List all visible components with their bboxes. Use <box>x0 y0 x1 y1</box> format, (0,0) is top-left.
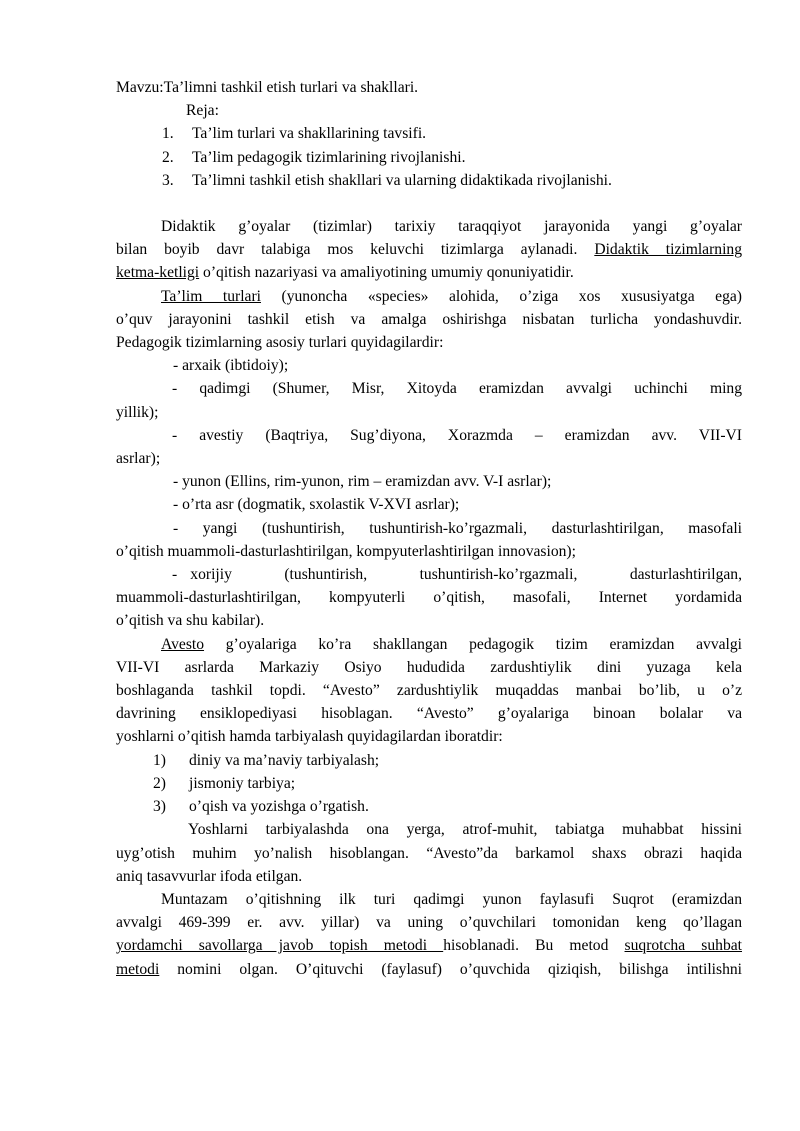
list-item: - yangi (tushuntirish, tushuntirish-ko’rgazmali, dasturlashtirilgan, masofali <box>173 519 742 537</box>
plan-item: 2. Ta’lim pedagogik tizimlarining rivojlanishi. <box>162 148 466 166</box>
list-item: - avestiy (Baqtriya, Sug’diyona, Xorazmda – eramizdan avv. VII-VI <box>172 426 742 444</box>
document-title: Mavzu:Ta’limni tashkil etish turlari va shakllari. <box>116 79 419 96</box>
list-item: - xorijiy (tushuntirish, tushuntirish-ko’rgazmali, dasturlashtirilgan, <box>172 566 742 584</box>
paragraph-upbringing: Yoshlarni tarbiyalashda ona yerga, atrof-muhit, tabiatga muhabbat hissini uyg’otish muhim yo’nalish hisoblangan. “Avesto”da barkamol shaxs obrazi haqida aniq tasavvurlar ifoda etilgan. <box>116 821 742 885</box>
list-item: 1) diniy va ma’naviy tarbiyalash; <box>153 751 380 769</box>
paragraph-didactic: Didaktik g’oyalar (tizimlar) tarixiy taraqqiyot jarayonida yangi g’oyalar bilan boyib davr talabiga mos keluvchi tizimlarga aylanadi. Didaktik tizimlarning ketma-ketligi o’qitish nazariyasi va amaliyotining umumiy qonuniyatidir. <box>116 218 743 282</box>
paragraph-types: Ta’lim turlari (yunoncha «species» alohida, o’ziga xos xususiyatga ega) o’quv jarayonini tashkil etish va amalga oshirishga nisbatan turlicha yondashuvdir. Pedagogik tizimlarning asosiy turlari quyidagilardir: <box>116 287 742 352</box>
document-body <box>116 76 742 981</box>
plan-item: 1. Ta’lim turlari va shakllarining tavsifi. <box>162 125 427 143</box>
paragraph-socrates: Muntazam o’qitishning ilk turi qadimgi yunon faylasufi Suqrot (eramizdan avvalgi 469-399 er. avv. yillar) va uning o’quvchilari tomonidan keng qo’llagan yordamchi savollarga javob topish metodi hisoblanadi. Bu metod suqrotcha suhbat metodi nomini olgan. O’qituvchi (faylasuf) o’quvchida qiziqish, bilishga intilishni <box>116 890 742 978</box>
list-item: - arxaik (ibtidoiy); <box>173 357 289 375</box>
plan-heading: Reja: <box>186 102 219 120</box>
types-list: - arxaik (ibtidoiy); - qadimgi (Shumer, Misr, Xitoyda eramizdan avvalgi uchinchi ming yillik); - avestiy (Baqtriya, Sug’diyona, Xorazmda – eramizdan avv. VII-VI asrlar); - yunon (Ellins, rim-yunon, rim – eramizdan avv. V-I asrlar); - o’rta asr (dogmatik, sxolastik V-XVI asrlar); - yangi (tushuntirish, tushuntirish-ko’rgazmali, dasturlashtirilgan, masofali o’qitish muammoli-dasturlashtirilgan, kompyuterlashtirilgan innovasion); - xorijiy (tushuntirish, tushuntirish-ko’rgazmali, dasturlashtirilgan, muammoli-dasturlashtirilgan, kompyuterli o’qitish, masofali, Internet yordamida o’qitish va shu kabilar). <box>116 354 742 632</box>
list-item: 3) o’qish va yozishga o’rgatish. <box>153 798 369 816</box>
list-item: - yunon (Ellins, rim-yunon, rim – eramizdan avv. V-I asrlar); <box>173 473 552 491</box>
paragraph-avesto: Avesto g’oyalariga ko’ra shakllangan pedagogik tizim eramizdan avvalgi VII-VI asrlarda Markaziy Osiyo hududida zardushtiylik dini yuzaga kela boshlaganda tashkil topdi. “Avesto” zardushtiylik muqaddas manbai bo’lib, u o’z davrining ensiklopediyasi hisoblagan. “Avesto” g’oyalariga binoan bolalar va yoshlarni o’qitish hamda tarbiyalash quyidagilardan iboratdir: <box>116 635 742 746</box>
plan-item: 3. Ta’limni tashkil etish shakllari va ularning didaktikada rivojlanishi. <box>162 171 612 189</box>
list-item: 2) jismoniy tarbiya; <box>153 774 296 792</box>
list-item: - o’rta asr (dogmatik, sxolastik V-XVI asrlar); <box>173 496 460 514</box>
list-item: - qadimgi (Shumer, Misr, Xitoyda eramizdan avvalgi uchinchi ming <box>172 380 742 398</box>
